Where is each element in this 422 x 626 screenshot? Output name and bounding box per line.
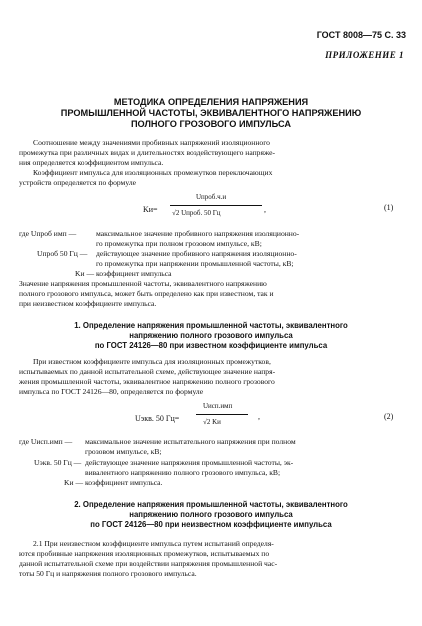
- section-1-line-2: напряжению полного грозового импульса: [129, 331, 293, 340]
- intro-line-2: промежутка при различных видах и длительностях воздействующего напряже-: [19, 148, 275, 157]
- def2-text-4: вивалентного напряжению полного грозового импульса, кВ;: [85, 468, 281, 477]
- formula-1-lhs: Kи=: [143, 205, 158, 214]
- formula-2-fraction-bar: [196, 414, 248, 415]
- para1-line-4: импульса по ГОСТ 24126—80, определяется по формуле: [19, 387, 204, 396]
- def2-text-5: коэффициент импульса.: [85, 478, 163, 487]
- para1-line-1: При известном коэффициенте импульса для изоляционных промежутков,: [33, 357, 271, 366]
- title-line-3: ПОЛНОГО ГРОЗОВОГО ИМПУЛЬСА: [130, 119, 292, 129]
- intro-line-3: ния определяется коэффициентом импульса.: [19, 158, 164, 167]
- formula-1-fraction-bar: [170, 205, 262, 206]
- def1-sym-1: где Uпроб имп —: [19, 229, 77, 238]
- formula-2-lhs: Uэкв. 50 Гц=: [135, 414, 180, 423]
- def1-text-2: го промежутка при полном грозовом импульсе, кВ;: [96, 239, 262, 248]
- def1-text-1: максимальное значение пробивного напряжения изоляционно-: [96, 229, 300, 238]
- section-2-line-2: напряжению полного грозового импульса: [129, 510, 293, 519]
- def1-sym-3: Uпроб 50 Гц —: [37, 249, 88, 258]
- formula-2-numerator: Uисп.имп: [203, 402, 233, 410]
- para2-line-2: ются пробивные напряжения изоляционных промежутков, испытываемых по: [19, 549, 270, 558]
- formula-1-comma: ,: [264, 205, 266, 214]
- after1-line-1: Значение напряжения промышленной частоты, эквивалентного напряжению: [19, 279, 267, 288]
- def1-sym-5: Kи —: [75, 269, 95, 278]
- def2-sym-5: Kи —: [64, 478, 84, 487]
- formula-1-numerator: Uпроб.ч.и: [196, 193, 227, 201]
- def1-text-3: действующее значение пробивного напряжения изоляционно-: [96, 249, 297, 258]
- page-header: ГОСТ 8008—75 С. 33: [316, 30, 406, 40]
- para2-line-1: 2.1 При неизвестном коэффициенте импульса путем испытаний определя-: [33, 539, 274, 548]
- section-1-line-3: по ГОСТ 24126—80 при известном коэффициенте импульса: [94, 341, 328, 350]
- formula-2-number: (2): [384, 412, 394, 421]
- def1-text-5: коэффициент импульса: [96, 269, 172, 278]
- formula-2-denominator: √2 Kи: [203, 418, 221, 426]
- def2-text-1: максимальное значение испытательного напряжения при полном: [85, 437, 296, 446]
- intro-line-5: устройств определяется по формуле: [19, 178, 136, 187]
- def1-text-4: го промежутка при напряжении промышленной частоты, кВ;: [96, 259, 294, 268]
- intro-line-1: Соотношение между значениями пробивных напряжений изоляционного: [33, 138, 270, 147]
- after1-line-3: при неизвестном коэффициенте импульса.: [19, 299, 157, 308]
- def2-text-3: действующее значение напряжения промышленной частоты, эк-: [85, 458, 294, 467]
- para2-line-4: тоты 50 Гц и напряжения полного грозового импульса.: [19, 569, 197, 578]
- formula-2-comma: ,: [258, 412, 260, 421]
- section-2-line-3: по ГОСТ 24126—80 при неизвестном коэффициенте импульса: [90, 520, 332, 529]
- def2-sym-3: Uэкв. 50 Гц —: [34, 458, 82, 467]
- section-2-line-1: 2. Определение напряжения промышленной частоты, эквивалентного: [74, 500, 348, 509]
- after1-line-2: полного грозового импульса, может быть определено как при известном, так и: [19, 289, 274, 298]
- appendix-label: ПРИЛОЖЕНИЕ 1: [325, 50, 404, 60]
- def2-text-2: грозовом импульсе, кВ;: [85, 447, 162, 456]
- def2-sym-1: где Uисп.имп —: [19, 437, 73, 446]
- title-line-2: ПРОМЫШЛЕННОЙ ЧАСТОТЫ, ЭКВИВАЛЕНТНОГО НАПРЯЖЕНИЮ: [60, 108, 362, 118]
- section-1-line-1: 1. Определение напряжения промышленной частоты, эквивалентного: [74, 321, 348, 330]
- para2-line-3: данной испытательной схеме при воздействии напряжения промышленной час-: [19, 559, 278, 568]
- intro-line-4: Коэффициент импульса для изоляционных промежутков переключающих: [33, 168, 273, 177]
- formula-1-number: (1): [384, 203, 394, 212]
- para1-line-2: испытываемых по данной испытательной схеме, действующее значение напря-: [19, 367, 276, 376]
- formula-1-denominator: √2 Uпроб. 50 Гц: [172, 209, 221, 217]
- para1-line-3: жения промышленной частоты, эквивалентное напряжению полного грозового: [19, 377, 275, 386]
- title-line-1: МЕТОДИКА ОПРЕДЕЛЕНИЯ НАПРЯЖЕНИЯ: [113, 97, 309, 107]
